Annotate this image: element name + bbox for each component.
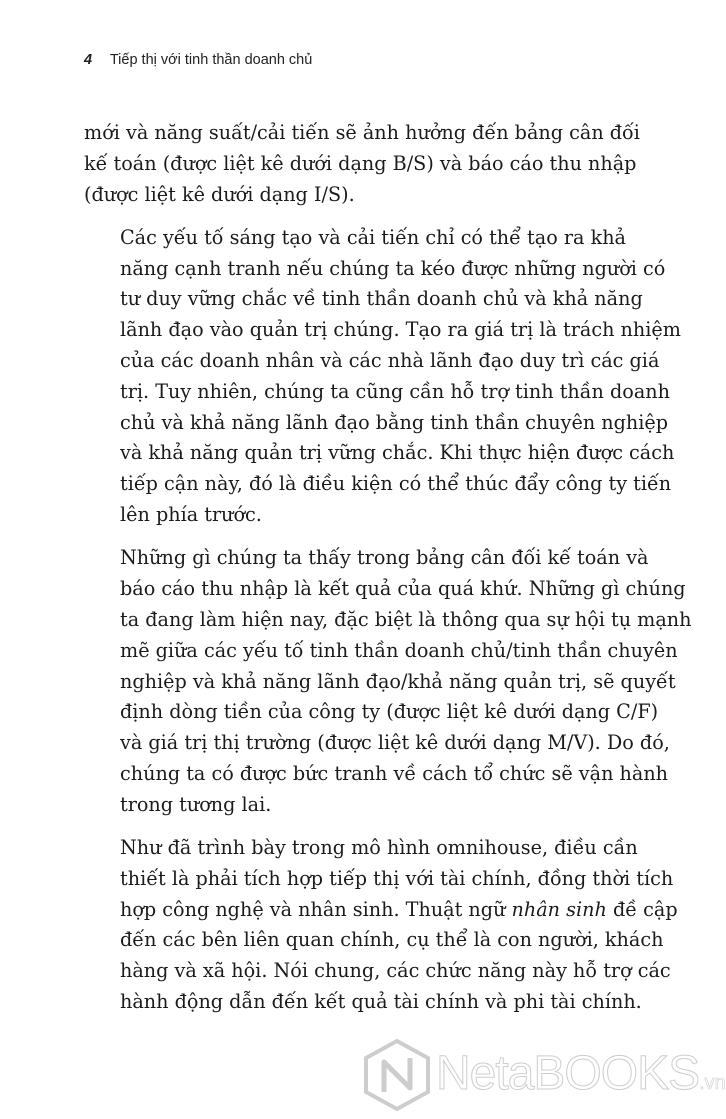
text-line: thiết là phải tích hợp tiếp thị với tài chính, đồng thời tích	[120, 866, 674, 890]
netabooks-logo-icon	[362, 1038, 432, 1112]
text-line: (được liệt kê dưới dạng I/S).	[84, 182, 355, 206]
text-line: hợp công nghệ và nhân sinh. Thuật ngữ nhân sinh đề cập	[120, 897, 678, 921]
text-line: của các doanh nhân và các nhà lãnh đạo duy trì các giá	[120, 349, 660, 373]
text-line: mẽ giữa các yếu tố tinh thần doanh chủ/tinh thần chuyên	[120, 638, 678, 662]
text-line: báo cáo thu nhập là kết quả của quá khứ. Những gì chúng	[120, 577, 686, 601]
text-line: tiếp cận này, đó là điều kiện có thể thúc đẩy công ty tiến	[120, 472, 672, 496]
text-line: hành động dẫn đến kết quả tài chính và phi tài chính.	[120, 990, 642, 1014]
text-line: năng cạnh tranh nếu chúng ta kéo được những người có	[120, 256, 666, 280]
page-number: 4	[84, 52, 93, 68]
running-header	[84, 52, 312, 68]
text-line: đến các bên liên quan chính, cụ thể là con người, khách	[120, 928, 664, 952]
paragraph	[84, 118, 640, 210]
watermark-suffix: .vn	[699, 1072, 726, 1094]
text-line: ta đang làm hiện nay, đặc biệt là thông qua sự hội tụ mạnh	[120, 607, 692, 631]
text-line: định dòng tiền của công ty (được liệt kê dưới dạng C/F)	[120, 700, 659, 724]
paragraph	[84, 223, 681, 531]
text-line: chủ và khả năng lãnh đạo bằng tinh thần chuyên nghiệp	[120, 410, 669, 434]
watermark-text	[436, 1046, 726, 1101]
text-line: mới và năng suất/cải tiến sẽ ảnh hưởng đến bảng cân đối	[84, 121, 640, 144]
watermark-brand: NetaBOOKS	[436, 1047, 700, 1100]
text-line: Các yếu tố sáng tạo và cải tiến chỉ có thể tạo ra khả	[120, 225, 626, 249]
text-line: lãnh đạo vào quản trị chúng. Tạo ra giá trị là trách nhiệm	[120, 318, 681, 342]
text-line: trị. Tuy nhiên, chúng ta cũng cần hỗ trợ tinh thần doanh	[120, 379, 670, 403]
text-line: Như đã trình bày trong mô hình omnihouse, điều cần	[120, 836, 638, 860]
text-line: tư duy vững chắc về tinh thần doanh chủ và khả năng	[120, 287, 643, 311]
text-line: Những gì chúng ta thấy trong bảng cân đối kế toán và	[120, 546, 649, 570]
text-line: và khả năng quản trị vững chắc. Khi thực hiện được cách	[120, 441, 675, 465]
italic-term: nhân sinh	[511, 897, 607, 921]
body-text	[84, 118, 692, 1030]
text-line: chúng ta có được bức tranh về cách tổ chức sẽ vận hành	[120, 761, 669, 785]
chapter-title: Tiếp thị với tinh thần doanh chủ	[109, 52, 313, 68]
text-line: kế toán (được liệt kê dưới dạng B/S) và báo cáo thu nhập	[84, 151, 637, 175]
text-line: và giá trị thị trường (được liệt kê dưới dạng M/V). Do đó,	[120, 731, 670, 755]
text-line: nghiệp và khả năng lãnh đạo/khả năng quản trị, sẽ quyết	[120, 669, 676, 693]
netabooks-watermark	[362, 1038, 726, 1112]
paragraph	[84, 833, 678, 1018]
text-line: hàng và xã hội. Nói chung, các chức năng này hỗ trợ các	[120, 959, 671, 983]
text-line: lên phía trước.	[120, 503, 262, 527]
text-line: trong tương lai.	[120, 792, 272, 816]
paragraph	[84, 543, 692, 820]
